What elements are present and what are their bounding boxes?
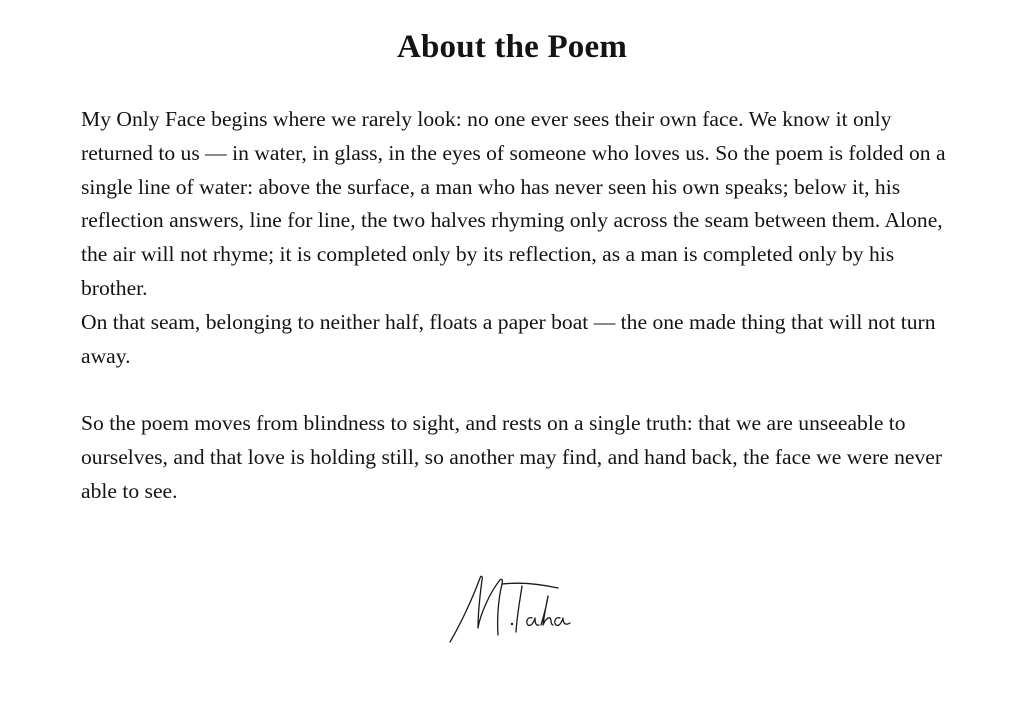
paragraph-1: My Only Face begins where we rarely look: no one ever sees their own face. We know it only returned to us — in water, in glass, in the eyes of someone who loves us. So the poem is folded on a single line of water: above the surface, a man who has never seen his own speaks; below it, his reflection answers, line for line, the two halves rhyming only across the seam between them. Alone, the air will not rhyme; it is completed only by its reflection, as a man is completed only by his brother. bbox=[81, 107, 946, 300]
handwritten-signature bbox=[440, 570, 590, 655]
paragraph-2: On that seam, belonging to neither half, floats a paper boat — the one made thing that will not turn away. bbox=[81, 310, 936, 368]
page-title: About the Poem bbox=[396, 29, 628, 65]
paragraph-3: So the poem moves from blindness to sight, and rests on a single truth: that we are unseeable to ourselves, and that love is holding still, so another may find, and hand back, the face we were never able to see. bbox=[81, 411, 943, 503]
